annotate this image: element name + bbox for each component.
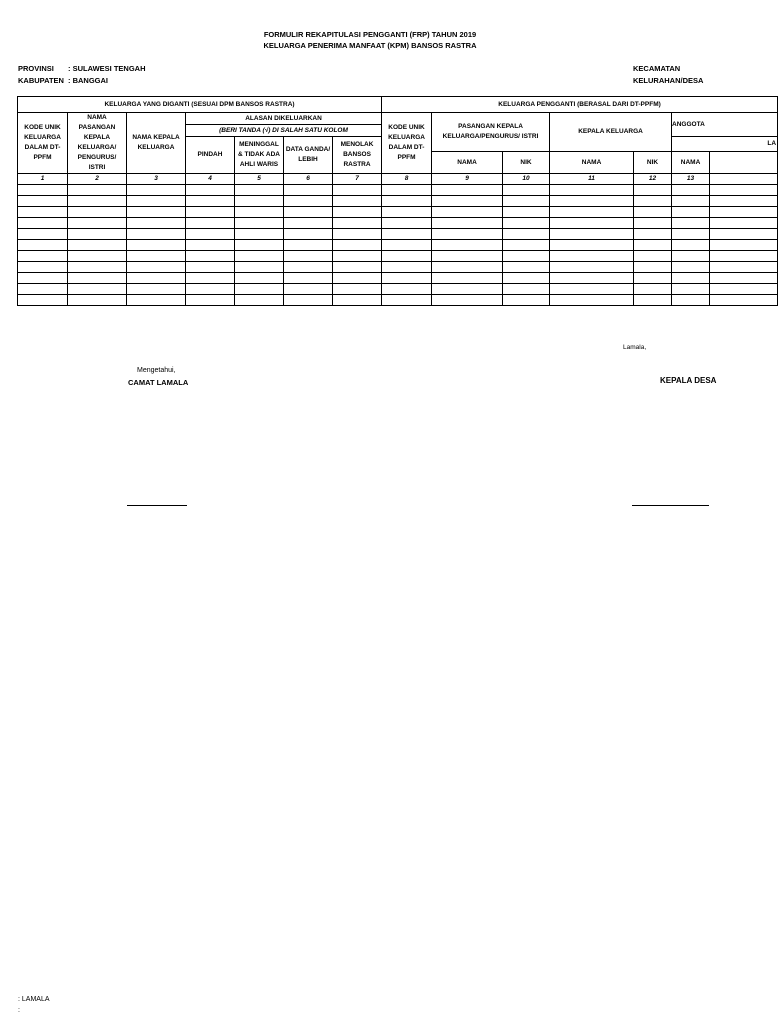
table-cell xyxy=(634,240,672,251)
table-cell xyxy=(710,273,778,284)
table-cell xyxy=(672,240,710,251)
table-cell xyxy=(333,295,382,306)
footer-line-2: : xyxy=(18,1007,20,1014)
col-kode-unik: KODE UNIK KELUARGA DALAM DT-PPFM xyxy=(18,113,68,174)
table-cell xyxy=(503,295,550,306)
table-cell xyxy=(333,262,382,273)
table-cell xyxy=(127,251,186,262)
col-anggota-group: ANGGOTA xyxy=(672,113,778,137)
table-cell xyxy=(710,295,778,306)
table-cell xyxy=(382,262,432,273)
table-cell xyxy=(550,240,634,251)
col-pasangan-nik: NIK xyxy=(503,152,550,174)
table-cell xyxy=(672,185,710,196)
table-cell xyxy=(634,196,672,207)
table-cell xyxy=(127,218,186,229)
table-cell xyxy=(333,185,382,196)
kelurahan-label: KELURAHAN/DESA xyxy=(633,76,704,85)
table-cell xyxy=(550,251,634,262)
table-cell xyxy=(432,196,503,207)
table-cell xyxy=(672,207,710,218)
table-cell xyxy=(432,207,503,218)
footer-line-1: : LAMALA xyxy=(18,996,50,1003)
col-number xyxy=(710,174,778,185)
table-cell xyxy=(18,218,68,229)
kecamatan-label: KECAMATAN xyxy=(633,64,681,73)
table-cell xyxy=(503,240,550,251)
table-cell xyxy=(333,229,382,240)
table-cell xyxy=(235,218,284,229)
table-cell xyxy=(127,262,186,273)
kabupaten-label: KABUPATEN xyxy=(18,76,64,85)
table-cell xyxy=(634,229,672,240)
table-cell xyxy=(18,251,68,262)
table-cell xyxy=(710,196,778,207)
recap-table xyxy=(17,96,778,306)
table-cell xyxy=(432,229,503,240)
col-nama-pasangan: NAMA PASANGAN KEPALA KELUARGA/ PENGURUS/ ISTRI xyxy=(68,113,127,174)
table-cell xyxy=(634,273,672,284)
table-cell xyxy=(284,218,333,229)
recap-table-viewport xyxy=(17,96,777,320)
table-cell xyxy=(382,229,432,240)
table-cell xyxy=(68,218,127,229)
table-cell xyxy=(235,207,284,218)
table-cell xyxy=(550,284,634,295)
form-title: FORMULIR REKAPITULASI PENGGANTI (FRP) TAHUN 2019 xyxy=(263,30,477,39)
col-number: 2 xyxy=(68,174,127,185)
table-cell xyxy=(432,284,503,295)
table-cell xyxy=(68,262,127,273)
table-cell xyxy=(382,196,432,207)
col-number: 6 xyxy=(284,174,333,185)
table-cell xyxy=(503,284,550,295)
table-cell xyxy=(127,185,186,196)
table-cell xyxy=(18,240,68,251)
table-cell xyxy=(710,218,778,229)
table-cell xyxy=(186,251,235,262)
group-right-header: KELUARGA PENGGANTI (BERASAL DARI DT-PPFM) xyxy=(382,97,778,113)
table-cell xyxy=(235,273,284,284)
table-cell xyxy=(235,295,284,306)
table-cell xyxy=(710,240,778,251)
col-kepala-nik: NIK xyxy=(634,152,672,174)
table-cell xyxy=(382,185,432,196)
table-cell xyxy=(634,284,672,295)
table-cell xyxy=(672,284,710,295)
table-cell xyxy=(284,284,333,295)
table-cell xyxy=(235,196,284,207)
table-cell xyxy=(382,295,432,306)
table-cell xyxy=(186,262,235,273)
table-row xyxy=(18,273,778,284)
column-number-row xyxy=(18,174,778,185)
table-cell xyxy=(503,251,550,262)
table-cell xyxy=(186,284,235,295)
table-cell xyxy=(284,273,333,284)
table-cell xyxy=(186,229,235,240)
table-cell xyxy=(186,185,235,196)
table-row xyxy=(18,240,778,251)
table-cell xyxy=(284,207,333,218)
table-cell xyxy=(672,295,710,306)
table-cell xyxy=(710,262,778,273)
table-cell xyxy=(333,196,382,207)
table-cell xyxy=(432,185,503,196)
table-cell xyxy=(18,273,68,284)
table-cell xyxy=(18,207,68,218)
table-cell xyxy=(432,295,503,306)
table-cell xyxy=(432,218,503,229)
table-cell xyxy=(634,251,672,262)
table-cell xyxy=(284,295,333,306)
table-cell xyxy=(333,240,382,251)
col-number: 5 xyxy=(235,174,284,185)
table-cell xyxy=(634,262,672,273)
table-cell xyxy=(710,185,778,196)
col-number: 10 xyxy=(503,174,550,185)
table-cell xyxy=(672,262,710,273)
table-cell xyxy=(235,262,284,273)
table-cell xyxy=(432,251,503,262)
table-cell xyxy=(68,229,127,240)
table-cell xyxy=(186,295,235,306)
table-row xyxy=(18,185,778,196)
table-cell xyxy=(333,284,382,295)
table-cell xyxy=(550,273,634,284)
table-cell xyxy=(672,218,710,229)
table-cell xyxy=(710,251,778,262)
table-cell xyxy=(284,185,333,196)
provinsi-label: PROVINSI xyxy=(18,64,54,73)
table-cell xyxy=(18,295,68,306)
table-cell xyxy=(382,218,432,229)
table-cell xyxy=(68,295,127,306)
kepala-desa-signature-line xyxy=(632,505,709,506)
col-menolak: MENOLAK BANSOS RASTRA xyxy=(333,137,382,174)
col-kode-unik-pengganti: KODE UNIK KELUARGA DALAM DT-PPFM xyxy=(382,113,432,174)
table-row xyxy=(18,251,778,262)
table-cell xyxy=(127,284,186,295)
table-cell xyxy=(18,284,68,295)
table-cell xyxy=(503,196,550,207)
table-cell xyxy=(235,229,284,240)
table-cell xyxy=(634,295,672,306)
col-anggota-nama: NAMA xyxy=(672,152,710,174)
table-cell xyxy=(382,273,432,284)
table-cell xyxy=(127,295,186,306)
table-cell xyxy=(550,295,634,306)
col-number: 3 xyxy=(127,174,186,185)
col-number: 12 xyxy=(634,174,672,185)
col-kepala-group: KEPALA KELUARGA xyxy=(550,113,672,152)
table-cell xyxy=(235,240,284,251)
table-row xyxy=(18,295,778,306)
table-cell xyxy=(550,196,634,207)
table-cell xyxy=(672,251,710,262)
group-left-header: KELUARGA YANG DIGANTI (SESUAI DPM BANSOS RASTRA) xyxy=(18,97,382,113)
col-meninggal: MENINGGAL & TIDAK ADA AHLI WARIS xyxy=(235,137,284,174)
table-cell xyxy=(634,207,672,218)
table-cell xyxy=(382,251,432,262)
table-cell xyxy=(235,251,284,262)
table-row xyxy=(18,284,778,295)
col-anggota-extra xyxy=(710,152,778,174)
col-number: 8 xyxy=(382,174,432,185)
table-cell xyxy=(186,196,235,207)
form-subtitle: KELUARGA PENERIMA MANFAAT (KPM) BANSOS RASTRA xyxy=(263,41,477,50)
table-cell xyxy=(127,273,186,284)
table-cell xyxy=(710,229,778,240)
table-cell xyxy=(382,207,432,218)
table-cell xyxy=(503,218,550,229)
table-cell xyxy=(432,273,503,284)
col-pasangan-nama: NAMA xyxy=(432,152,503,174)
table-cell xyxy=(18,185,68,196)
blank-rows xyxy=(18,185,778,306)
table-cell xyxy=(127,229,186,240)
table-row xyxy=(18,207,778,218)
table-cell xyxy=(68,207,127,218)
table-cell xyxy=(284,240,333,251)
table-cell xyxy=(634,185,672,196)
col-alasan-title: ALASAN DIKELUARKAN xyxy=(186,113,382,125)
table-cell xyxy=(382,284,432,295)
table-cell xyxy=(550,229,634,240)
table-cell xyxy=(68,240,127,251)
table-row xyxy=(18,218,778,229)
col-pasangan-group: PASANGAN KEPALA KELUARGA/PENGURUS/ ISTRI xyxy=(432,113,550,152)
table-cell xyxy=(333,273,382,284)
col-number: 11 xyxy=(550,174,634,185)
table-cell xyxy=(68,284,127,295)
table-cell xyxy=(550,262,634,273)
table-cell xyxy=(186,273,235,284)
table-cell xyxy=(127,207,186,218)
col-kepala-nama: NAMA xyxy=(550,152,634,174)
col-number: 9 xyxy=(432,174,503,185)
col-number: 13 xyxy=(672,174,710,185)
signature-mengetahui: Mengetahui, xyxy=(137,367,176,374)
provinsi-value: : SULAWESI TENGAH xyxy=(68,64,146,73)
table-row xyxy=(18,229,778,240)
table-cell xyxy=(186,218,235,229)
col-pindah: PINDAH xyxy=(186,137,235,174)
table-cell xyxy=(503,207,550,218)
col-alasan-note: (BERI TANDA (√) DI SALAH SATU KOLOM xyxy=(186,125,382,137)
table-cell xyxy=(672,229,710,240)
table-cell xyxy=(127,196,186,207)
table-cell xyxy=(186,207,235,218)
table-cell xyxy=(235,284,284,295)
signature-kepala-desa: KEPALA DESA xyxy=(660,376,717,385)
table-cell xyxy=(18,262,68,273)
table-cell xyxy=(550,207,634,218)
kabupaten-value: : BANGGAI xyxy=(68,76,108,85)
table-cell xyxy=(432,262,503,273)
table-cell xyxy=(68,251,127,262)
table-cell xyxy=(503,229,550,240)
table-cell xyxy=(68,185,127,196)
table-cell xyxy=(503,185,550,196)
table-row xyxy=(18,196,778,207)
table-cell xyxy=(382,240,432,251)
table-cell xyxy=(68,196,127,207)
table-cell xyxy=(127,240,186,251)
col-number: 7 xyxy=(333,174,382,185)
table-cell xyxy=(432,240,503,251)
table-cell xyxy=(672,273,710,284)
table-cell xyxy=(284,251,333,262)
signature-place-date: Lamala, xyxy=(623,344,647,351)
table-cell xyxy=(333,251,382,262)
table-cell xyxy=(284,262,333,273)
table-cell xyxy=(333,218,382,229)
col-number: 1 xyxy=(18,174,68,185)
table-cell xyxy=(550,218,634,229)
table-cell xyxy=(235,185,284,196)
signature-camat: CAMAT LAMALA xyxy=(128,378,189,387)
table-cell xyxy=(672,196,710,207)
col-nama-kepala: NAMA KEPALA KELUARGA xyxy=(127,113,186,174)
table-cell xyxy=(503,273,550,284)
col-anggota-group-cont: LA xyxy=(672,137,778,152)
table-cell xyxy=(284,229,333,240)
col-number: 4 xyxy=(186,174,235,185)
table-cell xyxy=(68,273,127,284)
table-row xyxy=(18,262,778,273)
table-cell xyxy=(710,284,778,295)
col-data-ganda: DATA GANDA/ LEBIH xyxy=(284,137,333,174)
table-cell xyxy=(186,240,235,251)
table-cell xyxy=(18,229,68,240)
table-cell xyxy=(550,185,634,196)
table-cell xyxy=(710,207,778,218)
table-cell xyxy=(18,196,68,207)
table-cell xyxy=(503,262,550,273)
camat-signature-line xyxy=(127,505,187,506)
table-cell xyxy=(284,196,333,207)
table-cell xyxy=(634,218,672,229)
table-cell xyxy=(333,207,382,218)
